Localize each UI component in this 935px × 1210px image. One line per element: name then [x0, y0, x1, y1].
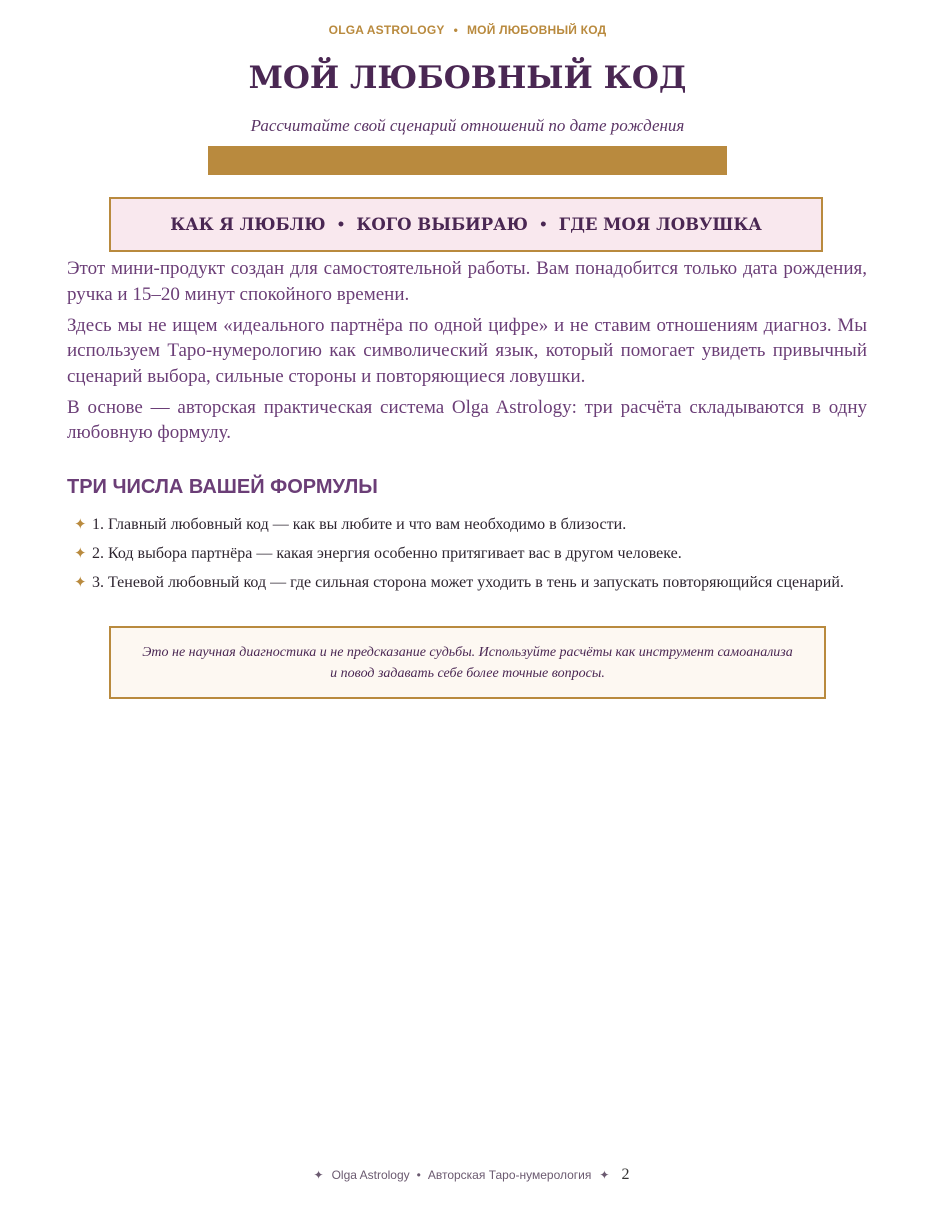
running-header [0, 23, 935, 37]
disclaimer-note [109, 626, 826, 699]
four-pointed-star-icon: ✦ [74, 573, 87, 591]
themes-banner [109, 197, 823, 252]
list-item [74, 572, 864, 593]
section-heading: ТРИ ЧИСЛА ВАШЕЙ ФОРМУЛЫ [67, 476, 378, 498]
decorative-gold-bar [208, 146, 727, 175]
header-brand: OLGA ASTROLOGY [328, 23, 445, 37]
intro-text [67, 256, 867, 451]
page-subtitle: Рассчитайте свой сценарий отношений по дате рождения [250, 116, 685, 135]
page-footer [0, 1166, 935, 1184]
footer-brand: Olga Astrology [331, 1168, 410, 1182]
header-separator: • [453, 23, 458, 37]
four-pointed-star-icon: ✦ [74, 515, 87, 533]
page-title: МОЙ ЛЮБОВНЫЙ КОД [248, 60, 687, 96]
list-item-text: 3. Теневой любовный код — где сильная сторона может уходить в тень и запускать повторяющийся сценарий. [92, 574, 844, 591]
intro-paragraph: Этот мини-продукт создан для самостоятельной работы. Вам понадобится только дата рождения, ручка и 15–20 минут спокойного времени. [67, 258, 867, 305]
list-item [74, 514, 864, 535]
theme-separator: • [538, 216, 548, 233]
intro-paragraph: В основе — авторская практическая система Olga Astrology: три расчёта складываются в одну любовную формулу. [67, 396, 867, 443]
list-item [74, 543, 864, 564]
four-pointed-star-icon: ✦ [599, 1168, 610, 1182]
theme-item: ГДЕ МОЯ ЛОВУШКА [558, 215, 762, 234]
disclaimer-text: Это не научная диагностика и не предсказание судьбы. Используйте расчёты как инструмент самоанализа и повод задавать себе более точные вопросы. [142, 644, 793, 681]
page-number: 2 [621, 1166, 630, 1183]
formula-list [74, 514, 864, 601]
theme-separator: • [336, 216, 346, 233]
four-pointed-star-icon: ✦ [74, 544, 87, 562]
header-section: МОЙ ЛЮБОВНЫЙ КОД [466, 23, 607, 37]
list-item-text: 1. Главный любовный код — как вы любите и что вам необходимо в близости. [92, 516, 627, 533]
list-item-text: 2. Код выбора партнёра — какая энергия особенно притягивает вас в другом человеке. [92, 545, 682, 562]
footer-separator: • [416, 1168, 421, 1182]
theme-item: КАК Я ЛЮБЛЮ [170, 215, 326, 234]
four-pointed-star-icon: ✦ [313, 1168, 324, 1182]
footer-tagline: Авторская Таро-нумерология [427, 1168, 592, 1182]
intro-paragraph: Здесь мы не ищем «идеального партнёра по одной цифре» и не ставим отношениям диагноз. Мы используем Таро-нумерологию как символический язык, который помогает увидеть привычный сценарий выбора, сильные стороны и повторяющиеся ловушки. [67, 314, 867, 387]
theme-item: КОГО ВЫБИРАЮ [356, 215, 528, 234]
